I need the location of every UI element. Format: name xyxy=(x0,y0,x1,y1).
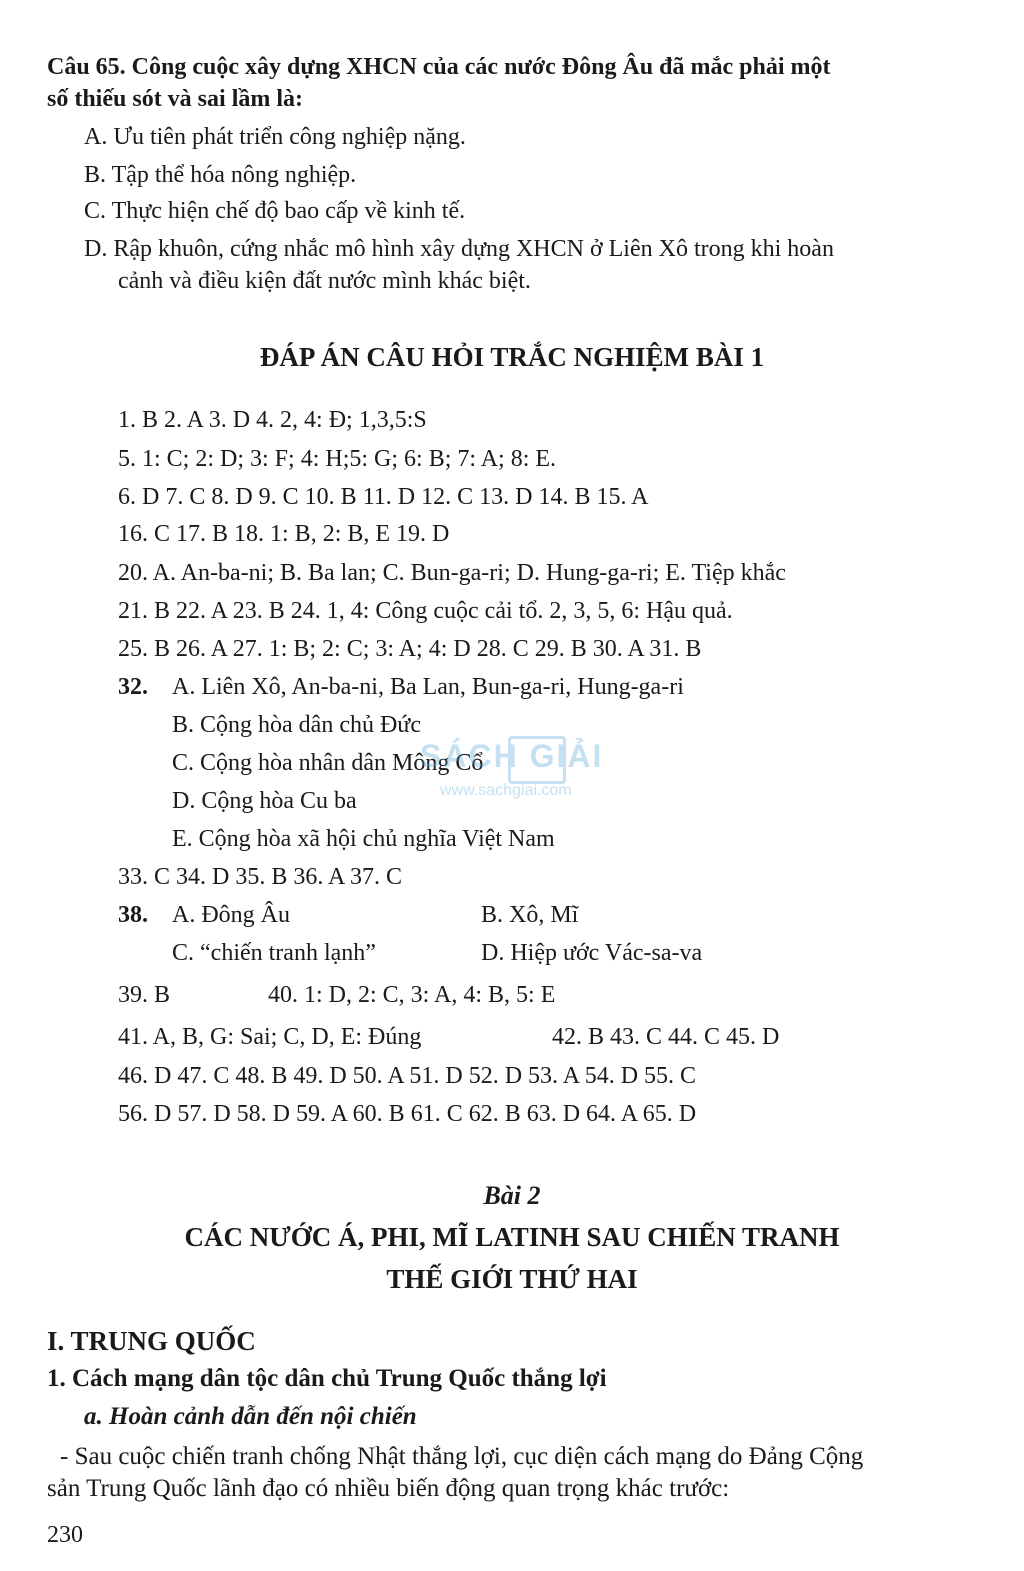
answer-row-3: 6. D 7. C 8. D 9. C 10. B 11. D 12. C 13. D 14. B 15. A xyxy=(118,484,649,510)
answer-row-7: 25. B 26. A 27. 1: B; 2: C; 3: A; 4: D 28. C 29. B 30. A 31. B xyxy=(118,636,702,662)
watermark-logo: SÁCH GIẢI xyxy=(420,738,604,774)
answer-32-b: B. Cộng hòa dân chủ Đức xyxy=(172,712,421,738)
answer-41: 41. A, B, G: Sai; C, D, E: Đúng xyxy=(118,1024,422,1050)
answer-row-4: 16. C 17. B 18. 1: B, 2: B, E 19. D xyxy=(118,521,450,547)
answer-32-a: A. Liên Xô, An-ba-ni, Ba Lan, Bun-ga-ri, Hung-ga-ri xyxy=(172,674,684,700)
answer-40: 40. 1: D, 2: C, 3: A, 4: B, 5: E xyxy=(268,982,556,1008)
lesson-label: Bài 2 xyxy=(483,1181,541,1210)
answer-42-45: 42. B 43. C 44. C 45. D xyxy=(552,1024,780,1050)
q65-stem-line2: số thiếu sót và sai lầm là: xyxy=(47,86,304,112)
paragraph-line2: sản Trung Quốc lãnh đạo có nhiều biến động quan trọng khác trước: xyxy=(47,1475,730,1502)
q65-option-b: B. Tập thể hóa nông nghiệp. xyxy=(84,162,357,188)
answer-32-number: 32. xyxy=(118,674,148,700)
answer-row-6: 21. B 22. A 23. B 24. 1, 4: Công cuộc cải tổ. 2, 3, 5, 6: Hậu quả. xyxy=(118,598,733,624)
page-number: 230 xyxy=(47,1522,83,1548)
answer-key-title: ĐÁP ÁN CÂU HỎI TRẮC NGHIỆM BÀI 1 xyxy=(259,342,765,372)
answer-row-5: 20. A. An-ba-ni; B. Ba lan; C. Bun-ga-ri; D. Hung-ga-ri; E. Tiệp khắc xyxy=(118,560,786,586)
subsection-heading: 1. Cách mạng dân tộc dân chủ Trung Quốc thắng lợi xyxy=(47,1365,607,1392)
answer-38-c: C. “chiến tranh lạnh” xyxy=(172,940,376,966)
answer-38-b: B. Xô, Mĩ xyxy=(481,902,579,928)
q65-option-d-line1: D. Rập khuôn, cứng nhắc mô hình xây dựng XHCN ở Liên Xô trong khi hoàn xyxy=(84,236,834,262)
watermark-url: www.sachgiai.com xyxy=(440,782,572,799)
q65-option-c: C. Thực hiện chế độ bao cấp về kinh tế. xyxy=(84,198,466,224)
answer-32-c: C. Cộng hòa nhân dân Mông Cổ xyxy=(172,750,484,776)
q65-option-d-line2: cảnh và điều kiện đất nước mình khác biệt. xyxy=(118,268,531,294)
answer-32-e: E. Cộng hòa xã hội chủ nghĩa Việt Nam xyxy=(172,826,555,852)
subsubsection-heading: a. Hoàn cảnh dẫn đến nội chiến xyxy=(84,1403,417,1430)
paragraph-line1: - Sau cuộc chiến tranh chống Nhật thắng lợi, cục diện cách mạng do Đảng Cộng xyxy=(60,1443,864,1470)
answer-row-9: 33. C 34. D 35. B 36. A 37. C xyxy=(118,864,403,890)
answer-38-a: A. Đông Âu xyxy=(172,902,290,928)
answer-row-13: 46. D 47. C 48. B 49. D 50. A 51. D 52. D 53. A 54. D 55. C xyxy=(118,1063,697,1089)
q65-option-a: A. Ưu tiên phát triển công nghiệp nặng. xyxy=(84,124,466,150)
answer-row-1: 1. B 2. A 3. D 4. 2, 4: Đ; 1,3,5:S xyxy=(118,407,427,433)
answer-row-14: 56. D 57. D 58. D 59. A 60. B 61. C 62. B 63. D 64. A 65. D xyxy=(118,1101,697,1127)
section-heading: I. TRUNG QUỐC xyxy=(47,1326,256,1356)
answer-38-number: 38. xyxy=(118,902,148,928)
lesson-title-line2: THẾ GIỚI THỨ HAI xyxy=(386,1264,638,1294)
answer-32-d: D. Cộng hòa Cu ba xyxy=(172,788,357,814)
answer-38-d: D. Hiệp ước Vác-sa-va xyxy=(481,940,703,966)
q65-stem-line1: Câu 65. Công cuộc xây dựng XHCN của các nước Đông Âu đã mắc phải một xyxy=(47,54,831,80)
answer-row-2: 5. 1: C; 2: D; 3: F; 4: H;5: G; 6: B; 7: A; 8: E. xyxy=(118,446,557,472)
lesson-title-line1: CÁC NƯỚC Á, PHI, MĨ LATINH SAU CHIẾN TRANH xyxy=(184,1222,840,1252)
watermark xyxy=(420,738,640,828)
answer-39: 39. B xyxy=(118,982,171,1008)
